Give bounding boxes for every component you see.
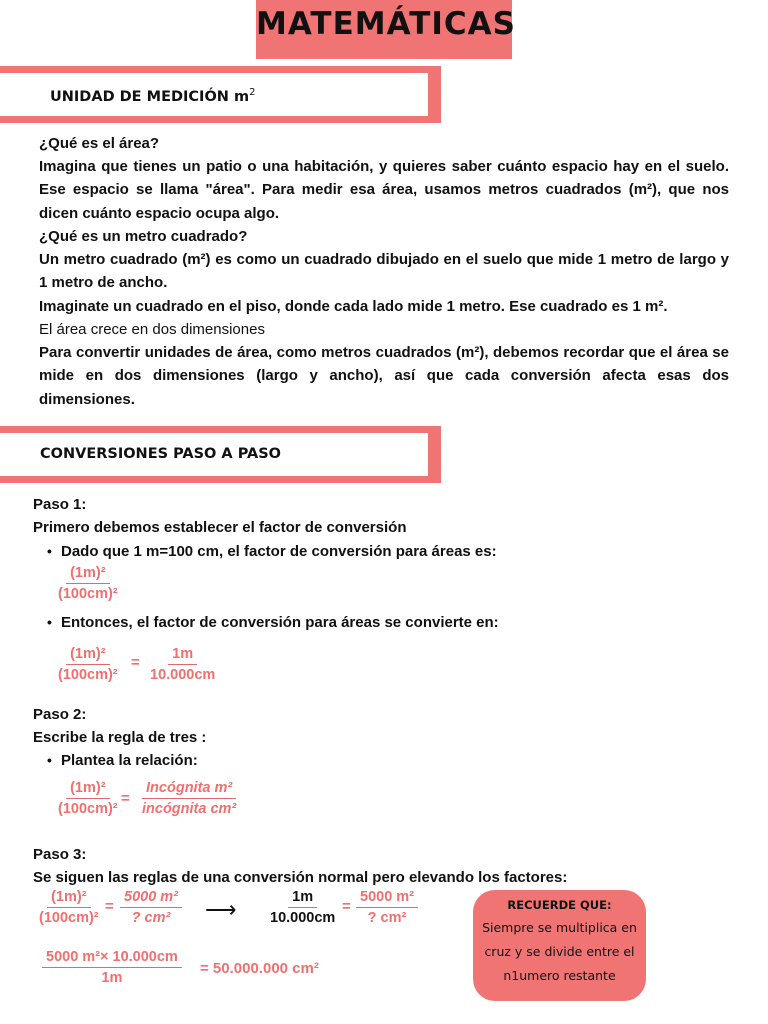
fraction-incognita: Incógnita m² incógnita cm² [142, 780, 237, 817]
fraction-5000m2-over-q-b: $\frac{\text{5000 m²}}{\text{? cm²}}$ [356, 889, 418, 926]
fraction-1m2-over-100cm2: $\frac{\text{(1m)²}}{\text{(100cm)²}}$ [58, 646, 118, 683]
fraction-1m2-over-100cm2: $\frac{\text{(1m)²}}{\text{(100cm)²}}$ [39, 889, 99, 926]
paso1-bullet-2: • Entonces, el factor de conversión para áreas se convierte en: [61, 611, 499, 634]
paragraph-metro-cuadrado: Un metro cuadrado (m²) es como un cuadrado dibujado en el suelo que mide 1 metro de largo y 1 metro de ancho. [39, 251, 729, 292]
section-heading-unidad: UNIDAD DE MEDICIÓN $m^2$ [50, 87, 256, 105]
right-arrow-icon: ⟶ [205, 897, 237, 922]
paragraph-dimensiones: Para convertir unidades de área, como metros cuadrados (m²), debemos recordar que el área se mide en dos dimensiones (largo y ancho), así que cada conversión afecta esas dos dimensiones. [39, 344, 729, 408]
paso2-bullet-1: • Plantea la relación: [61, 749, 198, 772]
fraction-5000m2-over-q: $\frac{\text{5000 m²}}{\text{? cm²}}$ [120, 889, 182, 926]
equals-sign: = [131, 654, 140, 671]
reminder-line: n1umero restante [503, 968, 616, 983]
reminder-note [473, 890, 646, 1001]
reminder-title: RECUERDE QUE: [507, 898, 612, 912]
paso2-label: Paso 2: [33, 706, 87, 723]
paso1-label: Paso 1: [33, 496, 87, 513]
paso3-label: Paso 3: [33, 846, 87, 863]
equals-sign: = [342, 898, 351, 915]
final-fraction: $\frac{\text{5000 m²× 10.000cm}}{1m}$ [42, 949, 182, 986]
question-area: ¿Qué es el área? [39, 135, 160, 152]
question-metro-cuadrado: ¿Qué es un metro cuadrado? [39, 228, 248, 245]
fraction-1m-over-10000cm: $\frac{1m}{10.000cm}$ [270, 889, 336, 926]
reminder-line: Siempre se multiplica en [482, 920, 637, 935]
equals-sign: = [105, 898, 114, 915]
paso3-text: Se siguen las reglas de una conversión normal pero elevando los factores: [33, 869, 568, 886]
fraction-1m-over-10000cm: $\frac{1m}{10.000cm}$ [150, 646, 216, 683]
paragraph-area: Imagina que tienes un patio o una habitación, y quieres saber cuánto espacio hay en el suelo. Ese espacio se llama "área". Para medir esa área, usamos metros cuadrados (m²), que nos dicen cuánto espacio ocupa algo. [39, 158, 729, 222]
paso2-text: Escribe la regla de tres : [33, 729, 207, 746]
page-title: MATEMÁTICAS [256, 6, 516, 42]
section-heading-conversiones: CONVERSIONES PASO A PASO [40, 446, 281, 462]
paso1-bullet-1: • Dado que 1 m=100 cm, el factor de conversión para áreas es: [61, 540, 497, 563]
paso1-text: Primero debemos establecer el factor de conversión [33, 519, 407, 536]
equals-sign: = [121, 790, 130, 807]
final-result: = 50.000.000 cm² [200, 960, 319, 977]
fraction-1m2-over-100cm2: $\frac{\text{(1m)²}}{\text{(100cm)²}}$ [58, 565, 118, 602]
fraction-1m2-over-100cm2: $\frac{\text{(1m)²}}{\text{(100cm)²}}$ [58, 780, 118, 817]
reminder-line: cruz y se divide entre el [484, 944, 635, 959]
question-dimensiones: El área crece en dos dimensiones [39, 321, 265, 338]
paragraph-imagina: Imaginate un cuadrado en el piso, donde cada lado mide 1 metro. Ese cuadrado es 1 m². [39, 298, 668, 315]
